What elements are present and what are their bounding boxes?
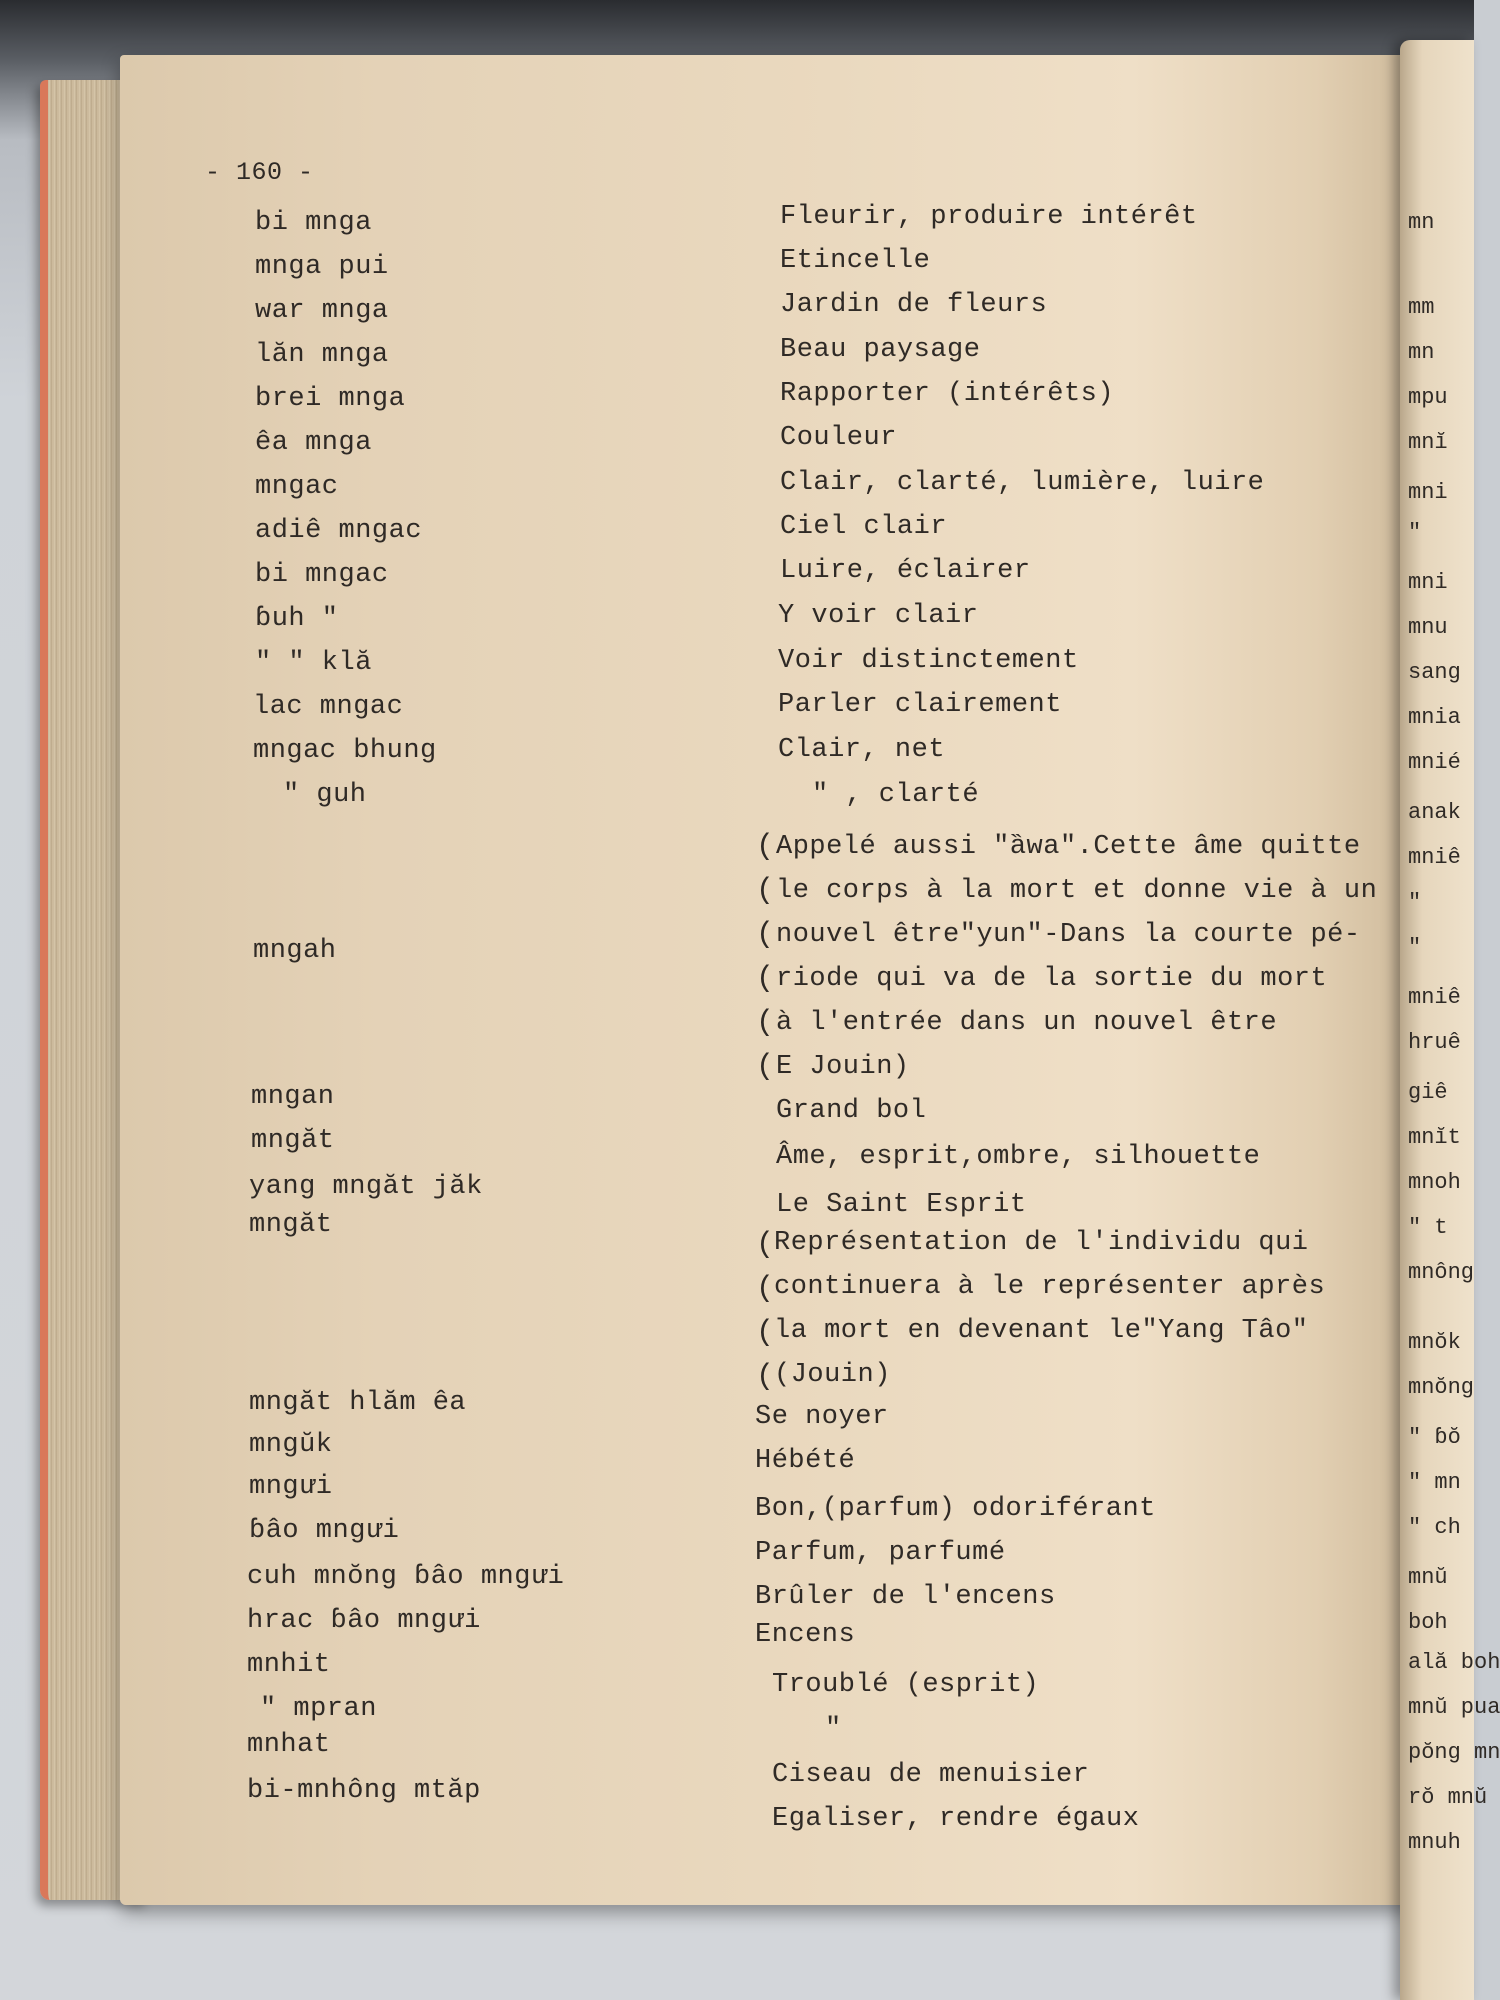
next-page-word: pŏng mn (1408, 1740, 1500, 1765)
next-page-word: mnié (1408, 750, 1461, 775)
entry-term: lac mngac (253, 692, 404, 722)
entry-term: " mpran (260, 1694, 377, 1724)
entry-gloss: Troublé (esprit) (772, 1670, 1040, 1700)
next-page-word: mnŭ (1408, 1565, 1448, 1590)
next-page-word: " t (1408, 1215, 1448, 1240)
next-page-word: mnia (1408, 705, 1461, 730)
next-page-word: " (1408, 890, 1422, 915)
next-page-word: mnĭt (1408, 1125, 1461, 1150)
gloss-line: continuera à le représenter après (774, 1272, 1326, 1302)
entry-gloss: Ciseau de menuisier (772, 1760, 1090, 1790)
entry-term: mngac (255, 472, 339, 502)
entry-term: mngăt (251, 1126, 335, 1156)
entry-term: " guh (283, 780, 367, 810)
entry-term: mngăt hlăm êa (249, 1388, 467, 1418)
next-page-word: mnu (1408, 615, 1448, 640)
next-page-word: " ch (1408, 1515, 1461, 1540)
entry-term: êa mnga (255, 428, 372, 458)
next-page-word: mni (1408, 480, 1448, 505)
entry-term: mngăt (249, 1210, 333, 1240)
next-page-word: " ɓŏ (1408, 1425, 1461, 1450)
gloss-line: à l'entrée dans un nouvel être (776, 1008, 1278, 1038)
entry-gloss: Grand bol (776, 1096, 927, 1126)
next-page-word: giê (1408, 1080, 1448, 1105)
next-page-word: mnông (1408, 1260, 1475, 1285)
brace-mark: ( (756, 1006, 775, 1040)
next-page-word: mpu (1408, 385, 1448, 410)
entry-gloss: Parler clairement (778, 690, 1062, 720)
entry-gloss: " , clarté (812, 780, 980, 810)
entry-gloss: Se noyer (755, 1402, 889, 1432)
entry-term: mngưi (249, 1472, 333, 1502)
next-page-word: mn (1408, 340, 1435, 365)
entry-gloss: Ciel clair (780, 512, 948, 542)
entry-gloss: Hébété (755, 1446, 856, 1476)
entry-term: war mnga (255, 296, 389, 326)
page-number: - 160 - (205, 158, 314, 187)
gloss-line: Représentation de l'individu qui (774, 1228, 1309, 1258)
entry-term: ɓuh " (255, 604, 339, 634)
brace-mark: ( (756, 962, 775, 996)
entry-term: mngah (253, 936, 337, 966)
entry-term: bi mngac (255, 560, 389, 590)
entry-gloss: Parfum, parfumé (755, 1538, 1006, 1568)
next-page-word: mm (1408, 295, 1435, 320)
entry-term: mnhit (247, 1650, 331, 1680)
entry-term: cuh mnŏng ɓâo mngưi (247, 1562, 565, 1592)
entry-term: yang mngăt jăk (249, 1172, 483, 1202)
entry-gloss: Brûler de l'encens (755, 1582, 1056, 1612)
entry-term: ɓâo mngưi (249, 1516, 400, 1546)
next-page-word: " (1408, 520, 1422, 545)
entry-gloss: Âme, esprit,ombre, silhouette (776, 1142, 1261, 1172)
next-page-word: anak (1408, 800, 1461, 825)
entry-gloss: Clair, clarté, lumière, luire (780, 468, 1265, 498)
entry-term: mngac bhung (253, 736, 437, 766)
gloss-line: le corps à la mort et donne vie à un (776, 876, 1378, 906)
entry-gloss: Egaliser, rendre égaux (772, 1804, 1140, 1834)
brace-mark: ( (756, 1272, 775, 1306)
entry-gloss: Luire, éclairer (780, 556, 1031, 586)
entry-gloss: Rapporter (intérêts) (780, 379, 1115, 409)
brace-mark: ( (756, 1228, 775, 1262)
next-page-edge (1400, 40, 1500, 2000)
entry-term: lăn mnga (255, 340, 389, 370)
gloss-line: Appelé aussi "ȁwa".Cette âme quitte (776, 832, 1361, 862)
entry-gloss: Bon,(parfum) odoriférant (755, 1494, 1156, 1524)
entry-term: bi-mnhông mtăp (247, 1776, 481, 1806)
next-page-word: hruê (1408, 1030, 1461, 1055)
brace-mark: ( (756, 1050, 775, 1084)
brace-mark: ( (756, 830, 775, 864)
next-page-word: mni (1408, 570, 1448, 595)
gloss-line: E Jouin) (776, 1052, 910, 1082)
entry-term: mngŭk (249, 1430, 333, 1460)
next-page-word: ală boh (1408, 1650, 1500, 1675)
entry-gloss: Fleurir, produire intérêt (780, 202, 1198, 232)
entry-term: mngan (251, 1082, 335, 1112)
brace-mark: ( (756, 1360, 775, 1394)
next-page-word: " (1408, 935, 1422, 960)
next-page-word: mniê (1408, 985, 1461, 1010)
entry-gloss: Clair, net (778, 735, 946, 765)
entry-gloss: Voir distinctement (778, 646, 1079, 676)
entry-gloss: Beau paysage (780, 335, 981, 365)
entry-gloss: Etincelle (780, 246, 931, 276)
gloss-line: nouvel être"yun"-Dans la courte pé- (776, 920, 1361, 950)
next-page-word: mniê (1408, 845, 1461, 870)
next-page-word: " mn (1408, 1470, 1461, 1495)
entry-term: mnhat (247, 1730, 331, 1760)
entry-term: brei mnga (255, 384, 406, 414)
next-page-word: mnuh (1408, 1830, 1461, 1855)
entry-gloss: Jardin de fleurs (780, 290, 1048, 320)
entry-term: adiê mngac (255, 516, 423, 546)
entry-gloss: " (825, 1714, 842, 1744)
next-page-word: boh (1408, 1610, 1448, 1635)
next-page-word: mnŏk (1408, 1330, 1461, 1355)
gloss-line: riode qui va de la sortie du mort (776, 964, 1328, 994)
entry-gloss: Encens (755, 1620, 856, 1650)
next-page-word: mn (1408, 210, 1435, 235)
entry-gloss: Couleur (780, 423, 897, 453)
entry-term: " " klă (255, 648, 372, 678)
next-page-word: sang (1408, 660, 1461, 685)
next-page-word: mnŭ pua (1408, 1695, 1500, 1720)
entry-gloss: Le Saint Esprit (776, 1190, 1027, 1220)
entry-term: bi mnga (255, 208, 372, 238)
next-page-word: mnoh (1408, 1170, 1461, 1195)
next-page-word: mnŏng (1408, 1375, 1475, 1400)
brace-mark: ( (756, 874, 775, 908)
entry-term: mnga pui (255, 252, 389, 282)
brace-mark: ( (756, 1316, 775, 1350)
next-page-word: rŏ mnŭ (1408, 1785, 1488, 1810)
gloss-line: (Jouin) (774, 1360, 891, 1390)
entry-term: hrac ɓâo mngưi (247, 1606, 481, 1636)
next-page-word: mnĭ (1408, 430, 1448, 455)
entry-gloss: Y voir clair (778, 601, 979, 631)
brace-mark: ( (756, 918, 775, 952)
gloss-line: la mort en devenant le"Yang Tâo" (774, 1316, 1309, 1346)
